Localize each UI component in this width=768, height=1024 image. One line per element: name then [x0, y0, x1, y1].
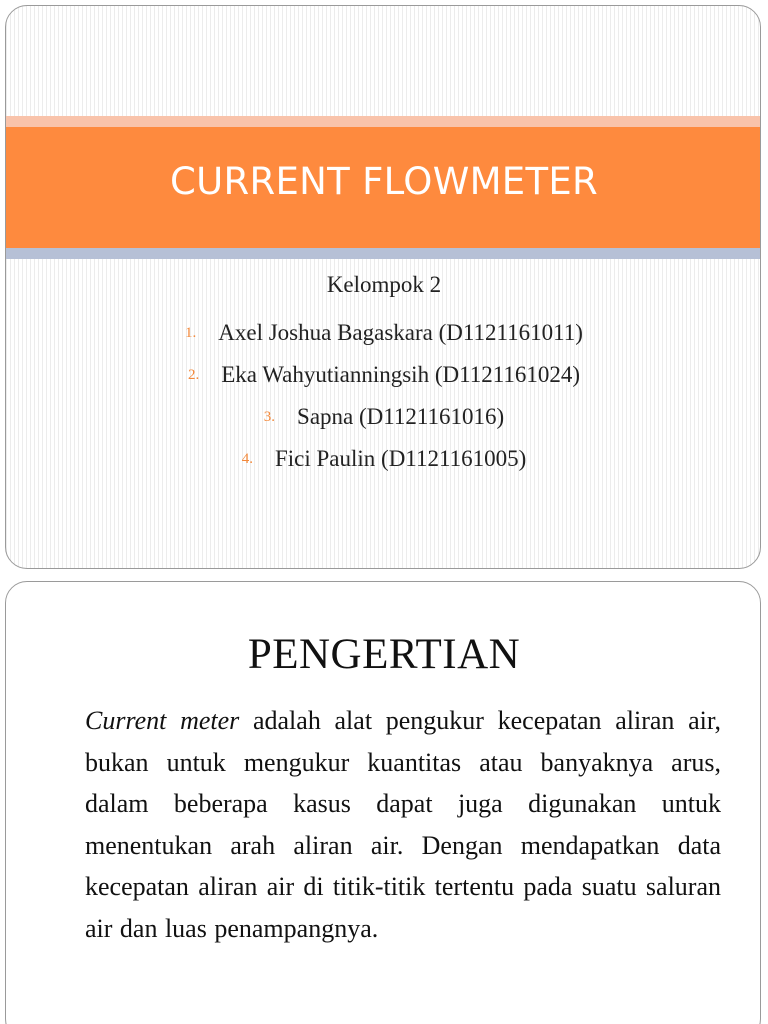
title-band-bottom-stripe: [6, 248, 760, 259]
member-name: Fici Paulin (D1121161005): [274, 446, 527, 471]
member-item: [0, 438, 768, 480]
member-item: [0, 354, 768, 396]
member-number: 3.: [263, 408, 276, 425]
section-heading: PENGERTIAN: [247, 631, 521, 678]
definition-paragraph: [85, 700, 721, 949]
member-name: Eka Wahyutianningsih (D1121161024): [221, 362, 581, 387]
group-label: Kelompok 2: [326, 272, 442, 297]
definition-text: adalah alat pengukur kecepatan aliran air, bukan untuk mengukur kuantitas atau banyaknya arus, dalam beberapa kasus dapat juga digunakan untuk menentukan arah aliran air. Dengan mendapatkan data kecepatan aliran air di titik-titik tertentu pada suatu saluran air dan luas penampangnya.: [85, 706, 722, 943]
member-item: [0, 312, 768, 354]
slide-title: CURRENT FLOWMETER: [169, 160, 599, 203]
member-name: Axel Joshua Bagaskara (D1121161011): [218, 320, 583, 345]
member-item: [0, 396, 768, 438]
member-list: [0, 312, 768, 480]
title-band-top-stripe: [6, 116, 760, 127]
member-number: 1.: [185, 324, 197, 341]
member-number: 4.: [241, 450, 253, 467]
member-number: 2.: [187, 366, 200, 383]
definition-term: Current meter: [85, 706, 240, 735]
member-name: Sapna (D1121161016): [297, 404, 505, 429]
